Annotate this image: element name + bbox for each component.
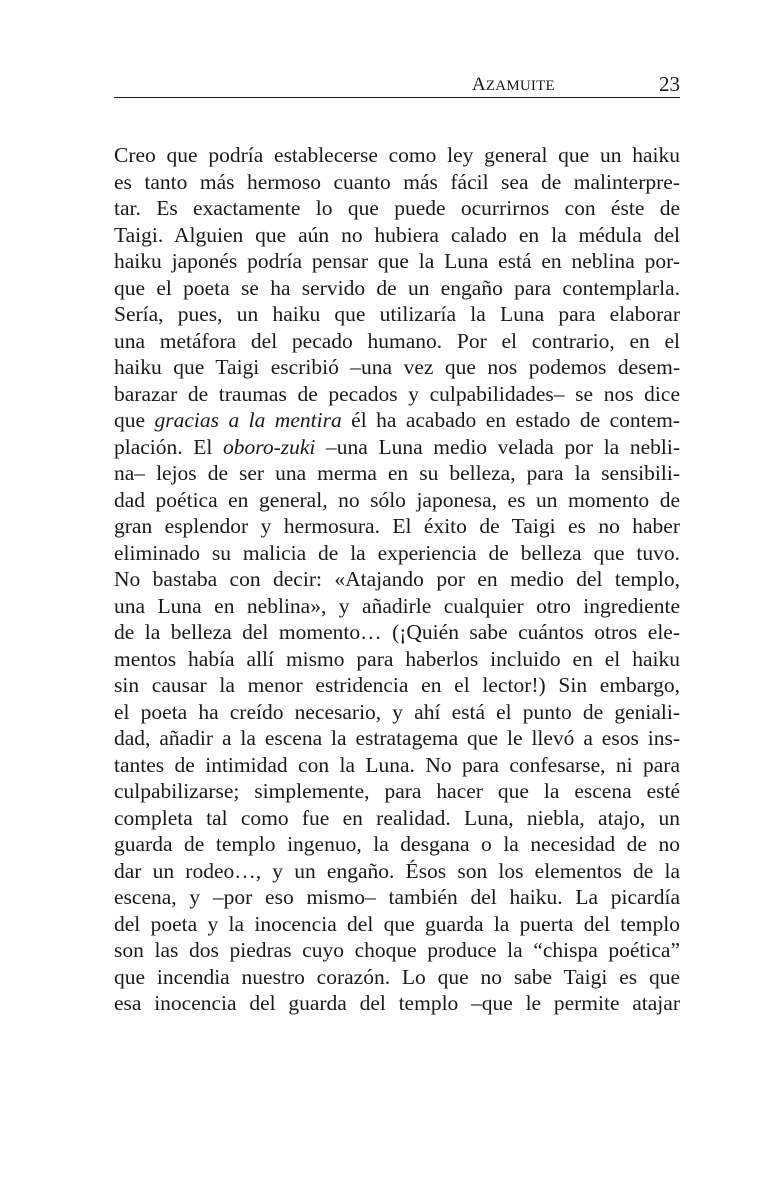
text-line (114, 248, 680, 275)
text-line (114, 964, 680, 991)
text-segment: gran esplendor y hermosura. El éxito de Taigi es no haber (114, 514, 680, 538)
page-number: 23 (659, 72, 680, 96)
text-line (114, 778, 680, 805)
running-header (114, 68, 680, 98)
text-line (114, 513, 680, 540)
header-rule (114, 97, 680, 98)
text-line (114, 566, 680, 593)
text-line (114, 169, 680, 196)
text-segment: No bastaba con decir: «Atajando por en medio del templo, (114, 567, 680, 591)
text-segment: na– lejos de ser una merma en su belleza, para la sensibili- (114, 461, 680, 485)
text-segment: que incendia nuestro corazón. Lo que no sabe Taigi es que (114, 964, 680, 989)
text-segment: el poeta ha creído necesario, y ahí está el punto de geniali- (114, 699, 680, 724)
text-segment: que (114, 408, 155, 432)
text-line (114, 354, 680, 381)
text-line (114, 460, 680, 487)
running-title-rest: ZAMUITE (485, 78, 555, 94)
text-line (114, 195, 680, 222)
text-line (114, 540, 680, 567)
text-segment: es tanto más hermoso cuanto más fácil sea de malinterpre- (114, 169, 680, 194)
text-line (114, 725, 680, 752)
text-line (114, 593, 680, 620)
text-line (114, 142, 680, 169)
text-segment: haiku que Taigi escribió –una vez que nos podemos desem- (114, 355, 680, 379)
text-line (114, 381, 680, 408)
text-line (114, 407, 680, 434)
italic-term: oboro-zuki (223, 434, 316, 459)
text-segment: Creo que podría establecerse como ley general que un haiku (114, 143, 680, 167)
text-segment: culpabilizarse; simplemente, para hacer que la escena esté (114, 779, 680, 803)
body-paragraph (114, 142, 680, 1017)
text-line (114, 699, 680, 726)
text-line (114, 884, 680, 911)
text-line (114, 434, 680, 461)
text-segment: Taigi. Alguien que aún no hubiera calado en la médula del (114, 222, 680, 247)
text-segment: tar. Es exactamente lo que puede ocurrirnos con éste de (114, 196, 680, 220)
text-segment: una metáfora del pecado humano. Por el contrario, en el (114, 328, 680, 353)
text-segment: Sería, pues, un haiku que utilizaría la Luna para elaborar (114, 302, 680, 326)
text-segment: de la belleza del momento… (¡Quién sabe cuántos otros ele- (114, 620, 680, 644)
text-segment: haiku japonés podría pensar que la Luna está en neblina por- (114, 249, 680, 273)
text-segment: tantes de intimidad con la Luna. No para confesarse, ni para (114, 752, 680, 777)
text-segment: barazar de traumas de pecados y culpabilidades– se nos dice (114, 381, 680, 406)
text-segment: que el poeta se ha servido de un engaño para contemplarla. (114, 275, 680, 300)
running-title (472, 74, 555, 96)
text-segment: eliminado su malicia de la experiencia de belleza que tuvo. (114, 540, 680, 565)
text-segment: plación. El (114, 434, 224, 459)
italic-term: gracias a la mentira (154, 408, 342, 432)
text-segment: del poeta y la inocencia del que guarda la puerta del templo (114, 911, 680, 936)
text-segment: –una Luna medio velada por la nebli- (315, 434, 680, 459)
text-line (114, 275, 680, 302)
text-line (114, 911, 680, 938)
text-segment: esa inocencia del guarda del templo –que le permite atajar (114, 991, 680, 1015)
text-segment: guarda de templo ingenuo, la desgana o la necesidad de no (114, 832, 680, 856)
text-line (114, 831, 680, 858)
text-line (114, 858, 680, 885)
text-line (114, 752, 680, 779)
text-line (114, 328, 680, 355)
text-line (114, 222, 680, 249)
text-line (114, 672, 680, 699)
text-segment: dad poética en general, no sólo japonesa, es un momento de (114, 487, 680, 512)
text-segment: una Luna en neblina», y añadirle cualquier otro ingrediente (114, 593, 680, 618)
text-line (114, 990, 680, 1017)
text-segment: dad, añadir a la escena la estratagema que le llevó a esos ins- (114, 726, 680, 750)
text-line (114, 646, 680, 673)
text-line (114, 301, 680, 328)
text-line (114, 487, 680, 514)
running-title-initial: A (472, 74, 486, 95)
text-line (114, 619, 680, 646)
text-segment: sin causar la menor estridencia en el lector!) Sin embargo, (114, 673, 680, 697)
text-segment: son las dos piedras cuyo choque produce la “chispa poética” (114, 938, 680, 962)
text-segment: completa tal como fue en realidad. Luna, niebla, atajo, un (114, 805, 680, 830)
text-segment: él ha acabado en estado de contem- (341, 408, 680, 432)
text-segment: dar un rodeo…, y un engaño. Ésos son los elementos de la (114, 858, 680, 883)
text-segment: mentos había allí mismo para haberlos incluido en el haiku (114, 646, 680, 671)
text-line (114, 805, 680, 832)
text-segment: escena, y –por eso mismo– también del haiku. La picardía (114, 885, 680, 909)
text-line (114, 937, 680, 964)
